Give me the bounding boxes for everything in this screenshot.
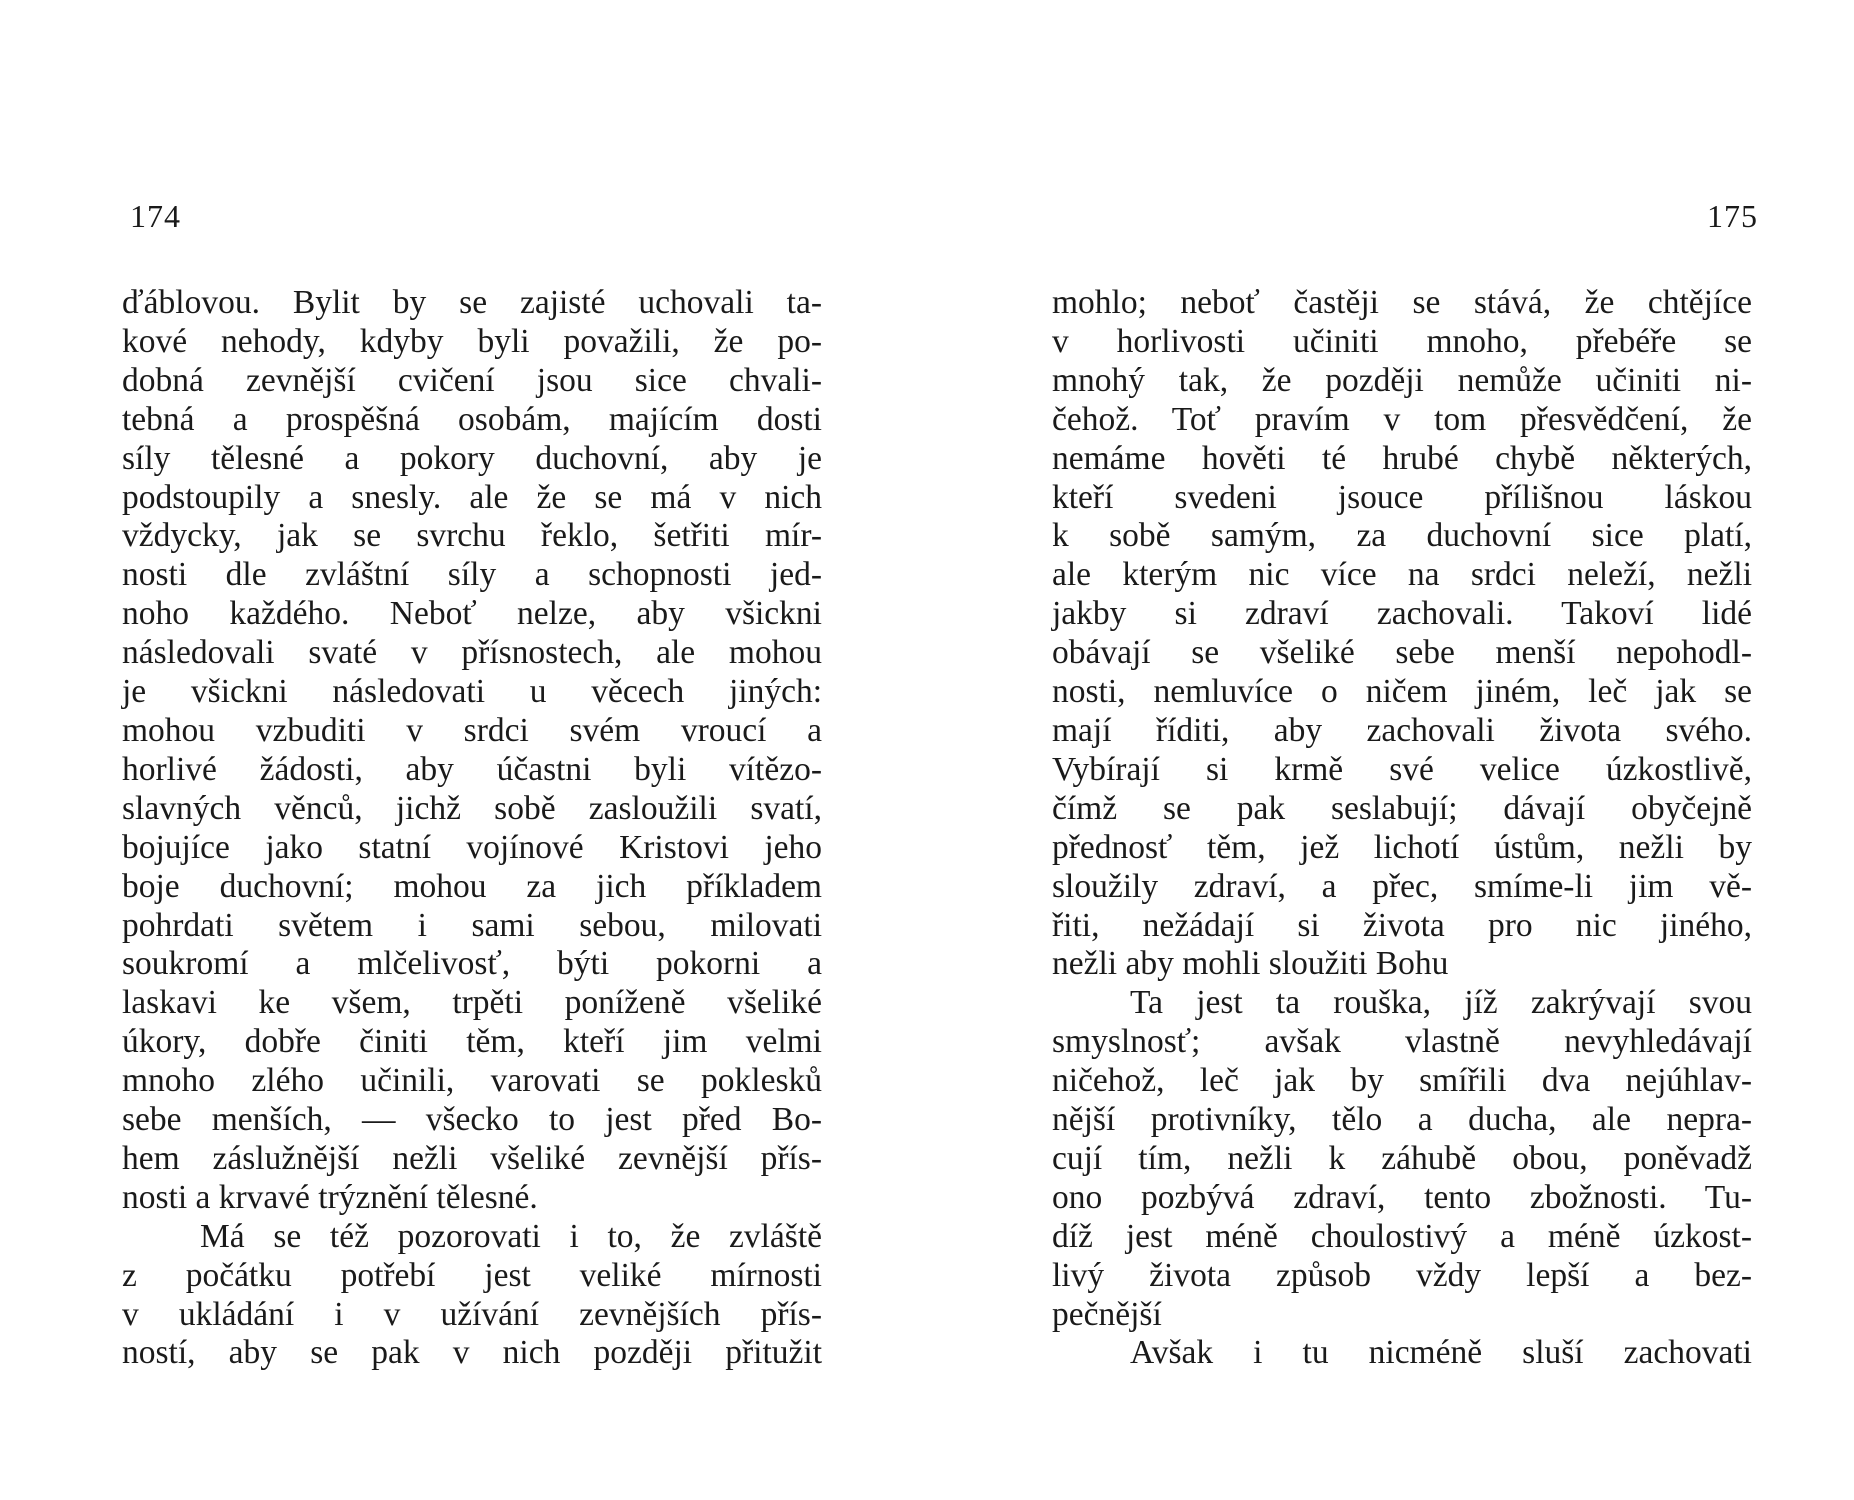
text-line: řiti, nežádají si života pro nic jiného, xyxy=(1052,906,1752,944)
text-line: sebe menších, — všecko to jest před Bo- xyxy=(122,1101,822,1139)
text-line: sloužily zdraví, a přec, smíme-li jim vě- xyxy=(1052,867,1752,905)
right-page-text xyxy=(1052,284,1752,1373)
text-line: pečnější xyxy=(1052,1295,1162,1333)
text-line: v horlivosti učiniti mnoho, přebéře se xyxy=(1052,322,1752,360)
text-line: kové nehody, kdyby byli považili, že po- xyxy=(122,322,822,360)
text-line: mnohý tak, že později nemůže učiniti ni- xyxy=(1052,361,1752,399)
text-line: ničehož, leč jak by smířili dva nejúhlav- xyxy=(1052,1062,1752,1100)
text-line: mohlo; neboť častěji se stává, že chtějíce xyxy=(1052,284,1752,321)
text-line: je všickni následovati u věcech jiných: xyxy=(122,673,822,711)
text-line: přednosť těm, jež lichotí ústům, nežli by xyxy=(1052,828,1752,866)
text-line: ností, aby se pak v nich později přitužit xyxy=(122,1334,822,1372)
text-line: nosti, nemluvíce o ničem jiném, leč jak se xyxy=(1052,673,1752,711)
left-page-text xyxy=(122,284,822,1373)
text-line: nější protivníky, tělo a ducha, ale nepra- xyxy=(1052,1101,1752,1139)
page-number-right: 175 xyxy=(1707,198,1758,234)
text-line: z počátku potřebí jest veliké mírnosti xyxy=(122,1256,822,1294)
text-line: síly tělesné a pokory duchovní, aby je xyxy=(122,439,822,477)
text-line: obávají se všeliké sebe menší nepohodl- xyxy=(1052,634,1752,672)
text-line: čímž se pak seslabují; dávají obyčejně xyxy=(1052,789,1752,827)
text-line: slavných věnců, jichž sobě zasloužili svatí, xyxy=(122,789,822,827)
text-line: mnoho zlého učinili, varovati se poklesků xyxy=(122,1062,822,1100)
text-line: nežli aby mohli sloužiti Bohu xyxy=(1052,945,1449,983)
text-line: k sobě samým, za duchovní sice platí, xyxy=(1052,517,1752,555)
page-number-left: 174 xyxy=(130,198,181,234)
text-line: mohou vzbuditi v srdci svém vroucí a xyxy=(122,711,822,749)
text-line: kteří svedeni jsouce přílišnou láskou xyxy=(1052,478,1752,516)
text-line: Ta jest ta rouška, jíž zakrývají svou xyxy=(1130,984,1752,1022)
text-line: laskavi ke všem, trpěti poníženě všeliké xyxy=(122,984,822,1022)
text-line: ale kterým nic více na srdci neleží, nežli xyxy=(1052,556,1752,594)
text-line: vždycky, jak se svrchu řeklo, šetřiti mír- xyxy=(122,517,822,555)
text-line: nosti a krvavé trýznění tělesné. xyxy=(122,1178,538,1216)
text-line: bojujíce jako statní vojínové Kristovi jeho xyxy=(122,828,822,866)
text-line: noho každého. Neboť nelze, aby všickni xyxy=(122,595,822,633)
text-line: jakby si zdraví zachovali. Takoví lidé xyxy=(1052,595,1752,633)
text-line: cují tím, nežli k záhubě obou, poněvadž xyxy=(1052,1139,1752,1177)
text-line: Vybírají si krmě své velice úzkostlivě, xyxy=(1052,750,1752,788)
text-line: nemáme hověti té hrubé chybě některých, xyxy=(1052,439,1752,477)
text-line: ďáblovou. Bylit by se zajisté uchovali ta- xyxy=(122,284,822,321)
text-line: horlivé žádosti, aby účastni byli vítězo- xyxy=(122,750,822,788)
text-line: podstoupily a snesly. ale že se má v nich xyxy=(122,478,822,516)
text-line: pohrdati světem i sami sebou, milovati xyxy=(122,906,822,944)
text-line: následovali svaté v přísnostech, ale mohou xyxy=(122,634,822,672)
text-line: smyslnosť; avšak vlastně nevyhledávají xyxy=(1052,1023,1752,1061)
text-line: Avšak i tu nicméně sluší zachovati xyxy=(1130,1334,1752,1372)
text-line: soukromí a mlčelivosť, býti pokorni a xyxy=(122,945,822,983)
text-line: v ukládání i v užívání zevnějších přís- xyxy=(122,1295,822,1333)
text-line: díž jest méně choulostivý a méně úzkost- xyxy=(1052,1217,1752,1255)
text-line: nosti dle zvláštní síly a schopnosti jed- xyxy=(122,556,822,594)
text-line: čehož. Toť pravím v tom přesvědčení, že xyxy=(1052,400,1752,438)
text-line: hem záslužnější nežli všeliké zevnější přís- xyxy=(122,1139,822,1177)
right-page xyxy=(927,0,1854,1500)
text-line: ono pozbývá zdraví, tento zbožnosti. Tu- xyxy=(1052,1178,1752,1216)
text-line: Má se též pozorovati i to, že zvláště xyxy=(200,1217,822,1255)
text-line: úkory, dobře činiti těm, kteří jim velmi xyxy=(122,1023,822,1061)
text-line: livý života způsob vždy lepší a bez- xyxy=(1052,1256,1752,1294)
text-line: mají říditi, aby zachovali života svého. xyxy=(1052,711,1752,749)
text-line: boje duchovní; mohou za jich příkladem xyxy=(122,867,822,905)
text-line: tebná a prospěšná osobám, majícím dosti xyxy=(122,400,822,438)
text-line: dobná zevnější cvičení jsou sice chvali- xyxy=(122,361,822,399)
